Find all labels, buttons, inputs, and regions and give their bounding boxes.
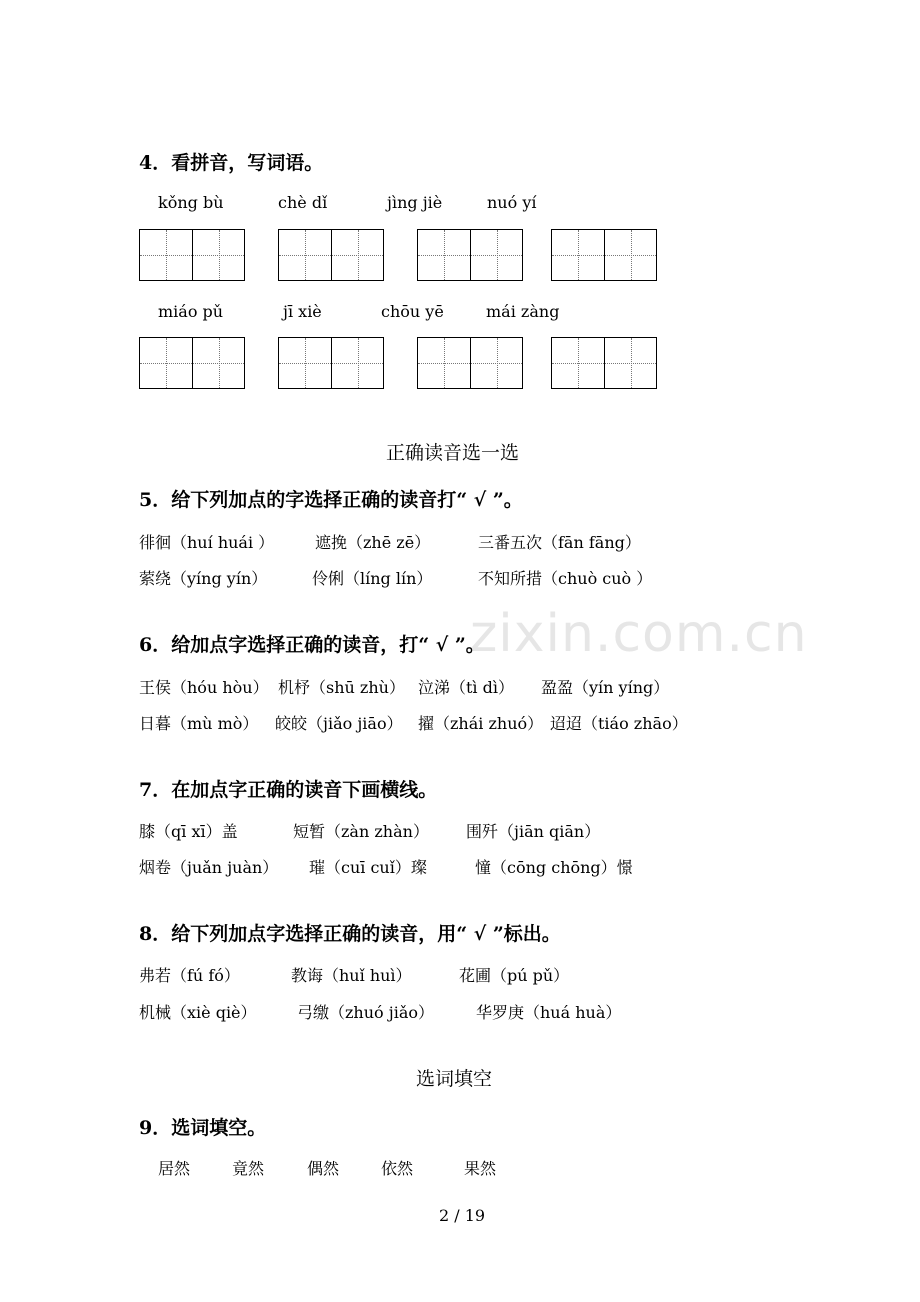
writing-grid[interactable] [139, 229, 245, 281]
question-7-title: 7．在加点字正确的读音下画横线。 [139, 779, 438, 801]
writing-grid[interactable] [278, 337, 384, 389]
question-9-title: 9．选词填空。 [139, 1117, 267, 1139]
question-6-title: 6．给加点字选择正确的读音，打“ √ ”。 [139, 634, 485, 656]
pinyin-label: jī xiè [283, 302, 322, 321]
writing-grid[interactable] [417, 337, 523, 389]
pronunciation-item: 膝（qī xī）盖 [139, 822, 238, 841]
question-4-title: 4．看拼音，写词语。 [139, 152, 324, 174]
writing-grid[interactable] [417, 229, 523, 281]
pronunciation-item: 教诲（huǐ huì） [291, 966, 412, 985]
pronunciation-item: 机杼（shū zhù） [278, 678, 405, 697]
section-heading-reading: 正确读音选一选 [386, 442, 520, 464]
pronunciation-item: 皎皎（jiǎo jiāo） [275, 714, 403, 733]
pronunciation-item: 伶俐（líng lín） [312, 569, 433, 588]
pinyin-label: nuó yí [487, 193, 537, 212]
pronunciation-item: 三番五次（fān fāng） [478, 533, 641, 552]
word-option: 偶然 [307, 1159, 340, 1178]
watermark: zixin.com.cn [470, 604, 808, 664]
pinyin-label: mái zàng [486, 302, 560, 321]
word-option: 果然 [464, 1159, 497, 1178]
pronunciation-item: 围歼（jiān qiān） [466, 822, 601, 841]
pinyin-label: chōu yē [381, 302, 444, 321]
pronunciation-item: 遮挽（zhē zē） [315, 533, 431, 552]
pinyin-label: chè dǐ [278, 193, 328, 212]
word-option: 竟然 [232, 1159, 265, 1178]
writing-grid[interactable] [139, 337, 245, 389]
pronunciation-item: 日暮（mù mò） [139, 714, 259, 733]
page-number: 2 / 19 [439, 1206, 486, 1225]
section-heading-fill: 选词填空 [416, 1068, 493, 1090]
pronunciation-item: 盈盈（yín yíng） [541, 678, 670, 697]
pinyin-label: kǒng bù [158, 193, 224, 212]
pronunciation-item: 王侯（hóu hòu） [139, 678, 269, 697]
question-5-title: 5．给下列加点的字选择正确的读音打“ √ ”。 [139, 489, 523, 511]
pronunciation-item: 擢（zhái zhuó） [418, 714, 544, 733]
pronunciation-item: 璀（cuī cuǐ）璨 [309, 858, 427, 877]
pronunciation-item: 弓缴（zhuó jiǎo） [297, 1003, 435, 1022]
question-8-title: 8．给下列加点字选择正确的读音，用“ √ ”标出。 [139, 923, 561, 945]
pronunciation-item: 花圃（pú pǔ） [459, 966, 570, 985]
pinyin-label: miáo pǔ [158, 302, 224, 321]
pronunciation-item: 弗若（fú fó） [139, 966, 240, 985]
pinyin-label: jìng jiè [387, 193, 443, 212]
pronunciation-item: 不知所措（chuò cuò ） [478, 569, 653, 588]
pronunciation-item: 泣涕（tì dì） [418, 678, 514, 697]
word-option: 居然 [158, 1159, 191, 1178]
pronunciation-item: 迢迢（tiáo zhāo） [550, 714, 688, 733]
pronunciation-item: 徘徊（huí huái ） [139, 533, 275, 552]
writing-grid[interactable] [278, 229, 384, 281]
writing-grid[interactable] [551, 229, 657, 281]
pronunciation-item: 短暂（zàn zhàn） [293, 822, 429, 841]
pronunciation-item: 华罗庚（huá huà） [476, 1003, 622, 1022]
pronunciation-item: 机械（xiè qiè） [139, 1003, 257, 1022]
word-option: 依然 [381, 1159, 414, 1178]
pronunciation-item: 烟卷（juǎn juàn） [139, 858, 279, 877]
writing-grid[interactable] [551, 337, 657, 389]
pronunciation-item: 萦绕（yíng yín） [139, 569, 268, 588]
pronunciation-item: 憧（cōng chōng）憬 [475, 858, 633, 877]
